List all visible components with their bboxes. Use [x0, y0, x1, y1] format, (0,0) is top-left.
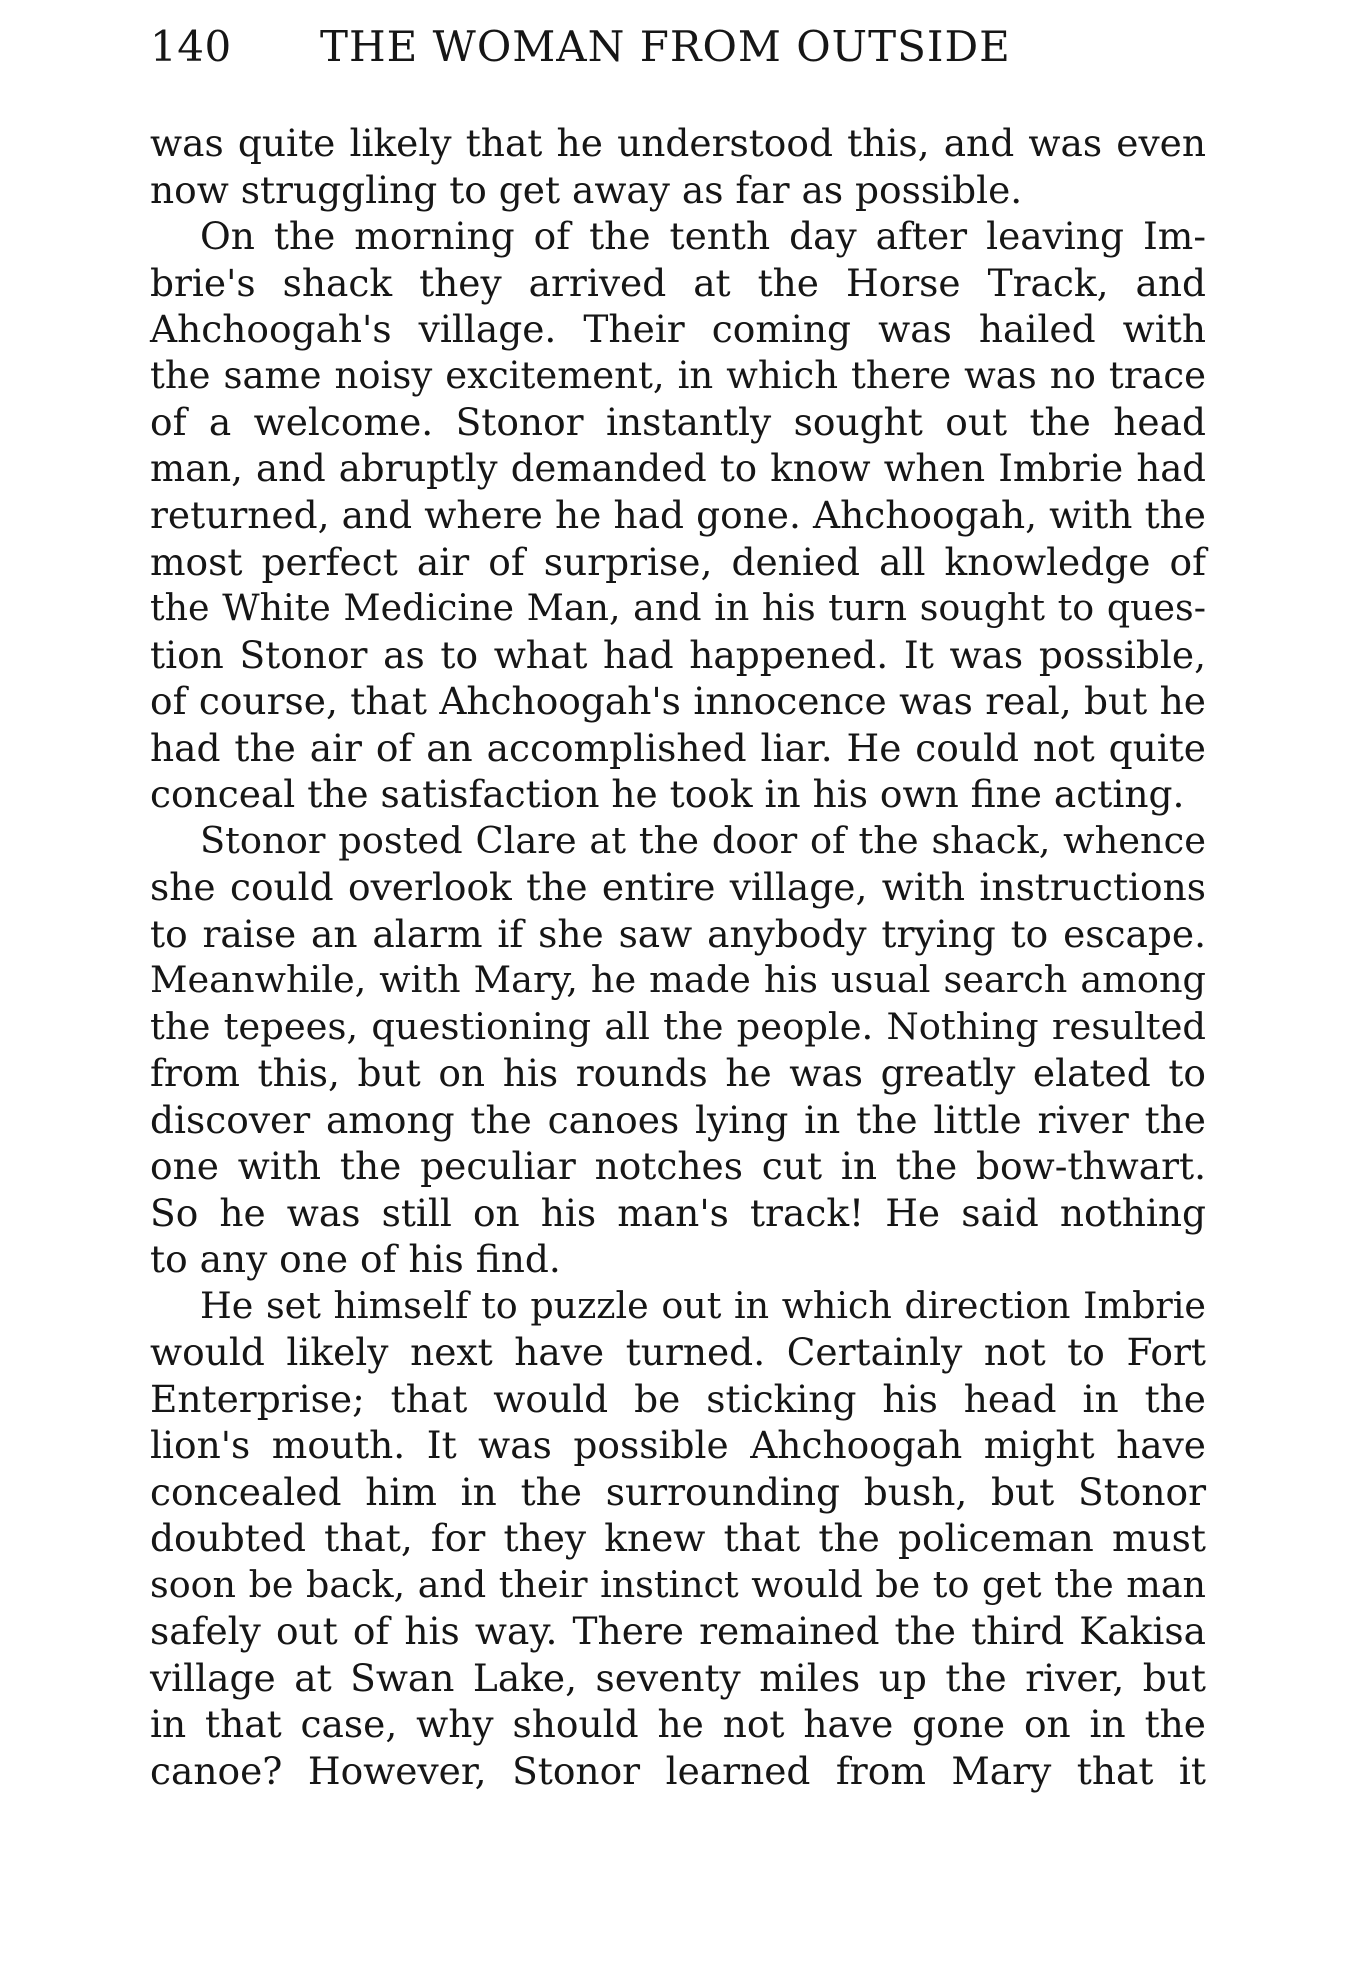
text-line: of course, that Ahchoogah's innocence was real, but he: [150, 679, 1206, 723]
page-number: 140: [150, 22, 232, 71]
text-line: He set himself to puzzle out in which direction Imbrie: [200, 1283, 1206, 1327]
text-line: Enterprise; that would be sticking his head in the: [150, 1376, 1206, 1421]
text-line: Meanwhile, with Mary, he made his usual search among: [150, 958, 1206, 1001]
text-line: brie's shack they arrived at the Horse Track, and: [150, 260, 1206, 305]
text-line: the tepees, questioning all the people. Nothing resulted: [150, 1004, 1206, 1048]
text-line: most perfect air of surprise, denied all knowledge of: [150, 539, 1206, 584]
text-line: tion Stonor as to what had happened. It was possible,: [150, 632, 1206, 677]
text-line: discover among the canoes lying in the little river the: [150, 1097, 1206, 1142]
text-line: soon be back, and their instinct would be to get the man: [150, 1562, 1206, 1606]
text-line: from this, but on his rounds he was greatly elated to: [150, 1051, 1206, 1095]
text-line: had the air of an accomplished liar. He could not quite: [150, 725, 1206, 770]
text-line: Ahchoogah's village. Their coming was hailed with: [150, 307, 1206, 351]
text-line: to any one of his find.: [150, 1237, 561, 1281]
body-text: [150, 120, 1206, 1794]
running-title: THE WOMAN FROM OUTSIDE: [320, 22, 1011, 71]
text-line: conceal the satisfaction he took in his own fine acting.: [150, 772, 1185, 816]
text-line: one with the peculiar notches cut in the bow-thwart.: [150, 1144, 1206, 1188]
text-line: now struggling to get away as far as possible.: [150, 167, 1023, 212]
text-line: safely out of his way. There remained the third Kakisa: [150, 1609, 1206, 1653]
text-line: lion's mouth. It was possible Ahchoogah might have: [150, 1423, 1206, 1467]
running-head: [150, 22, 1210, 82]
text-line: doubted that, for they knew that the policeman must: [150, 1516, 1206, 1560]
text-line: of a welcome. Stonor instantly sought out the head: [150, 400, 1206, 444]
text-line: in that case, why should he not have gone on in the: [150, 1702, 1206, 1746]
text-line: returned, and where he had gone. Ahchoogah, with the: [150, 493, 1206, 537]
text-line: the White Medicine Man, and in his turn sought to ques-: [150, 586, 1206, 629]
text-line: was quite likely that he understood this, and was even: [150, 121, 1206, 165]
text-line: she could overlook the entire village, with instructions: [150, 865, 1206, 909]
text-line: So he was still on his man's track! He said nothing: [150, 1190, 1206, 1235]
text-line: man, and abruptly demanded to know when Imbrie had: [150, 446, 1206, 490]
text-line: Stonor posted Clare at the door of the shack, whence: [200, 818, 1206, 862]
text-line: concealed him in the surrounding bush, but Stonor: [150, 1469, 1206, 1514]
text-line: canoe? However, Stonor learned from Mary that it: [150, 1748, 1206, 1793]
text-line: to raise an alarm if she saw anybody trying to escape.: [150, 911, 1206, 956]
text-line: On the morning of the tenth day after leaving Im-: [200, 214, 1206, 258]
text-line: village at Swan Lake, seventy miles up the river, but: [150, 1655, 1206, 1700]
text-line: the same noisy excitement, in which there was no trace: [150, 353, 1206, 397]
text-line: would likely next have turned. Certainly not to Fort: [150, 1330, 1206, 1374]
